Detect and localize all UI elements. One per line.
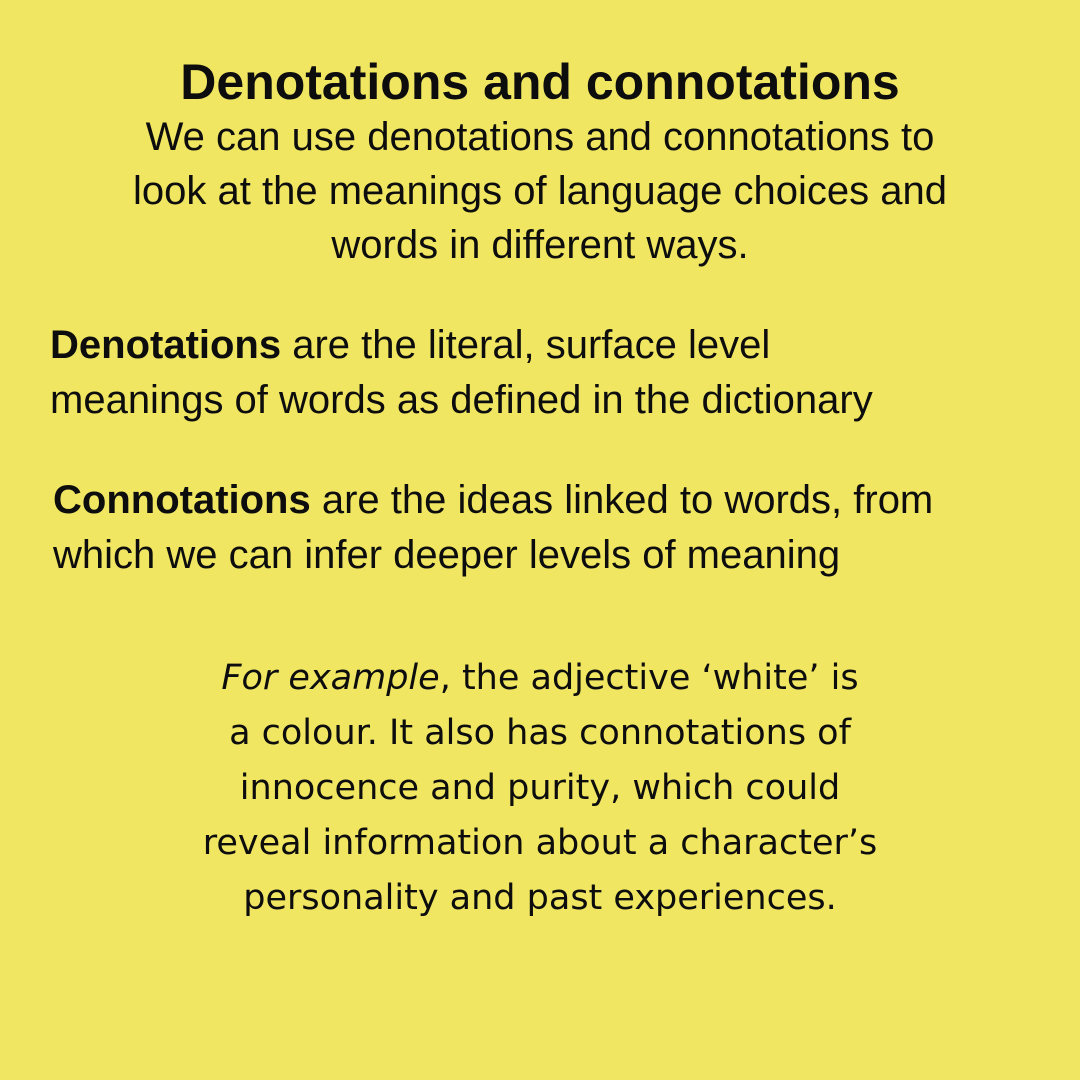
intro-paragraph <box>40 110 1040 272</box>
denotations-line-2: meanings of words as defined in the dictionary <box>50 378 873 422</box>
connotations-term: Connotations <box>53 478 311 522</box>
example-paragraph <box>140 651 940 926</box>
denotations-line-1-text: are the literal, surface level <box>281 323 771 367</box>
denotations-line-1 <box>50 318 1050 373</box>
page-title: Denotations and connotations <box>180 54 900 110</box>
example-line-4: reveal information about a character’s <box>202 823 878 863</box>
example-line-1-text: , the adjective ‘white’ is <box>439 658 859 698</box>
intro-line-2: look at the meanings of language choices and <box>133 169 947 213</box>
connotations-line-2: which we can infer deeper levels of meaning <box>53 533 841 577</box>
example-line-1 <box>140 651 940 706</box>
connotations-line-1-text: are the ideas linked to words, from <box>310 478 934 522</box>
denotations-term: Denotations <box>50 323 282 367</box>
connotations-definition <box>53 473 1073 583</box>
intro-line-3: words in different ways. <box>331 223 749 267</box>
example-line-5: personality and past experiences. <box>243 878 837 918</box>
example-lead: For example <box>221 658 440 698</box>
example-line-3: innocence and purity, which could <box>239 768 841 808</box>
connotations-line-1 <box>53 473 1073 528</box>
denotations-definition <box>50 318 1050 428</box>
intro-line-1: We can use denotations and connotations to <box>145 115 935 159</box>
example-line-2: a colour. It also has connotations of <box>229 713 851 753</box>
